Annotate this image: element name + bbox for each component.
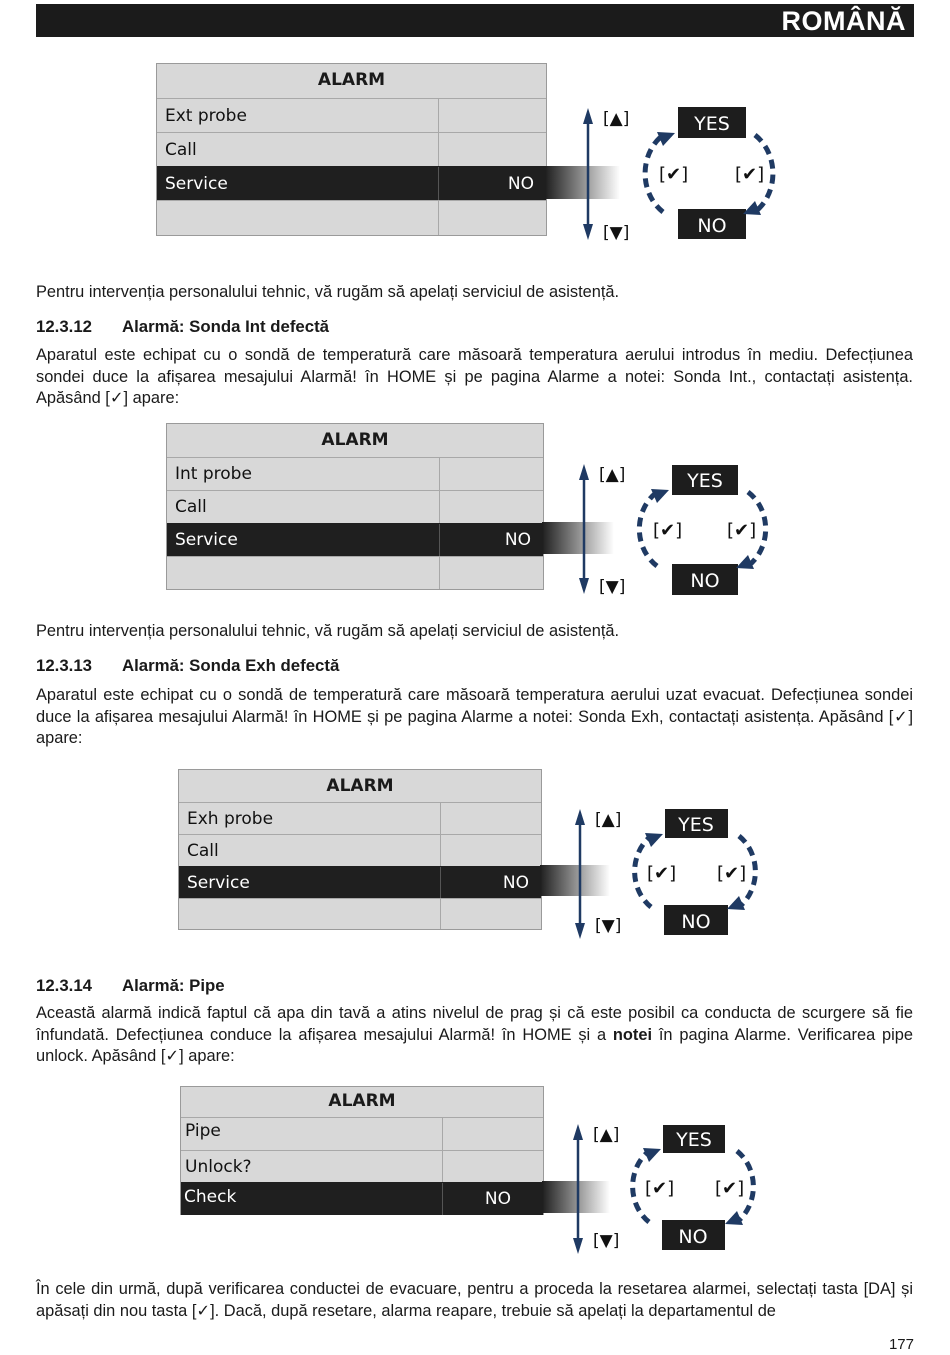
header-bar <box>36 4 914 37</box>
no-label: NO <box>697 215 727 237</box>
confirm-key-right: [✔] <box>717 863 747 884</box>
down-key-label: [▼] <box>593 1231 620 1251</box>
section-heading-12-3-12: 12.3.12 Alarmă: Sonda Int defectă <box>36 317 330 336</box>
closing-paragraph: În cele din urmă, după verificarea conductei de evacuare, pentru a proceda la resetarea alarmei, selectați tasta [DA] și apăsați din nou tasta [✓]. Dacă, după resetare, alarma reapare, trebuie să apelați la departamentul de <box>36 1280 913 1320</box>
confirm-key-left: [✔] <box>647 863 677 884</box>
menu-row: Call <box>157 132 546 166</box>
menu-row: Call <box>167 490 543 523</box>
yes-label: YES <box>694 113 730 135</box>
control-schematic <box>571 458 791 603</box>
menu-row: Call <box>179 834 541 866</box>
confirm-key-left: [✔] <box>659 164 689 185</box>
up-key-label: [▲] <box>603 109 630 129</box>
yes-label: YES <box>678 814 714 836</box>
confirm-key-right: [✔] <box>727 520 757 541</box>
menu-row: Exh probe <box>179 802 541 834</box>
selected-value: NO <box>484 1189 511 1209</box>
section-heading-12-3-14: 12.3.14 Alarmă: Pipe <box>36 976 225 995</box>
page-number: 177 <box>888 1336 914 1353</box>
alarm-menu-pipe <box>180 1086 544 1215</box>
up-key-label: [▲] <box>595 810 622 830</box>
confirm-key-left: [✔] <box>653 520 683 541</box>
no-label: NO <box>681 911 711 933</box>
section-body-12-3-14: Această alarmă indică faptul că apa din tavă a atins nivelul de prag și că este posibil ca conducta de scurgere să fie înfundată. Defecțiunea conduce la afișarea mesajului Alarmă! în HOME și a notei în pagina Alarme. Verificarea pipe unlock. Apăsând [✓] apare: <box>36 1004 913 1065</box>
section-body-12-3-13: Aparatul este echipat cu o sondă de temperatură care măsoară temperatura aerului uzat evacuat. Defecțiunea sondei duce la afișarea mesajului Alarmă! în HOME și pe pagina Alarme a notei: Sonda Exh, contactați asistența. Apăsând [✓] apare: <box>36 686 913 747</box>
menu-row: Pipe <box>181 1117 543 1150</box>
selected-value: NO <box>507 174 534 194</box>
menu-row: Int probe <box>167 457 543 490</box>
control-schematic <box>567 803 787 948</box>
menu-row: Ext probe <box>157 98 546 132</box>
confirm-key-left: [✔] <box>645 1178 675 1199</box>
menu-row-selected: Service NO <box>157 166 546 200</box>
no-label: NO <box>678 1226 708 1248</box>
down-key-label: [▼] <box>603 223 630 243</box>
menu-title: ALARM <box>326 776 394 796</box>
menu-row: Unlock? <box>181 1150 543 1182</box>
confirm-key-right: [✔] <box>715 1178 745 1199</box>
down-key-label: [▼] <box>595 916 622 936</box>
service-note: Pentru intervenția personalului tehnic, vă rugăm să apelați serviciul de asistență. <box>36 622 620 640</box>
section-heading-12-3-13: 12.3.13 Alarmă: Sonda Exh defectă <box>36 656 340 675</box>
menu-row-selected: Service NO <box>179 866 541 898</box>
up-key-label: [▲] <box>593 1125 620 1145</box>
menu-title: ALARM <box>321 430 389 450</box>
menu-title: ALARM <box>328 1091 396 1111</box>
yes-label: YES <box>676 1129 712 1151</box>
menu-row-selected: Check NO <box>181 1182 543 1215</box>
menu-row <box>167 556 543 589</box>
control-schematic <box>575 100 795 245</box>
control-schematic <box>565 1118 785 1263</box>
yes-label: YES <box>687 470 723 492</box>
alarm-menu-int-probe <box>166 423 544 590</box>
menu-row <box>179 898 541 929</box>
selected-value: NO <box>502 873 529 893</box>
menu-row-selected: Service NO <box>167 523 543 556</box>
menu-row <box>157 200 546 235</box>
service-note: Pentru intervenția personalului tehnic, vă rugăm să apelați serviciul de asistență. <box>36 283 620 301</box>
confirm-key-right: [✔] <box>735 164 765 185</box>
language-title: ROMÂNĂ <box>781 6 906 36</box>
up-key-label: [▲] <box>599 465 626 485</box>
alarm-menu-ext-probe <box>156 63 547 236</box>
down-key-label: [▼] <box>599 577 626 597</box>
alarm-menu-exh-probe <box>178 769 542 930</box>
no-label: NO <box>690 570 720 592</box>
selected-value: NO <box>504 530 531 550</box>
section-body-12-3-12: Aparatul este echipat cu o sondă de temperatură care măsoară temperatura aerului introdus în mediu. Defecțiunea sondei duce la afișarea mesajului Alarmă! în HOME și pe pagina Alarme a notei: Sonda Int., contactați asistența. Apăsând [✓] apare: <box>36 346 913 407</box>
menu-title: ALARM <box>317 70 386 90</box>
